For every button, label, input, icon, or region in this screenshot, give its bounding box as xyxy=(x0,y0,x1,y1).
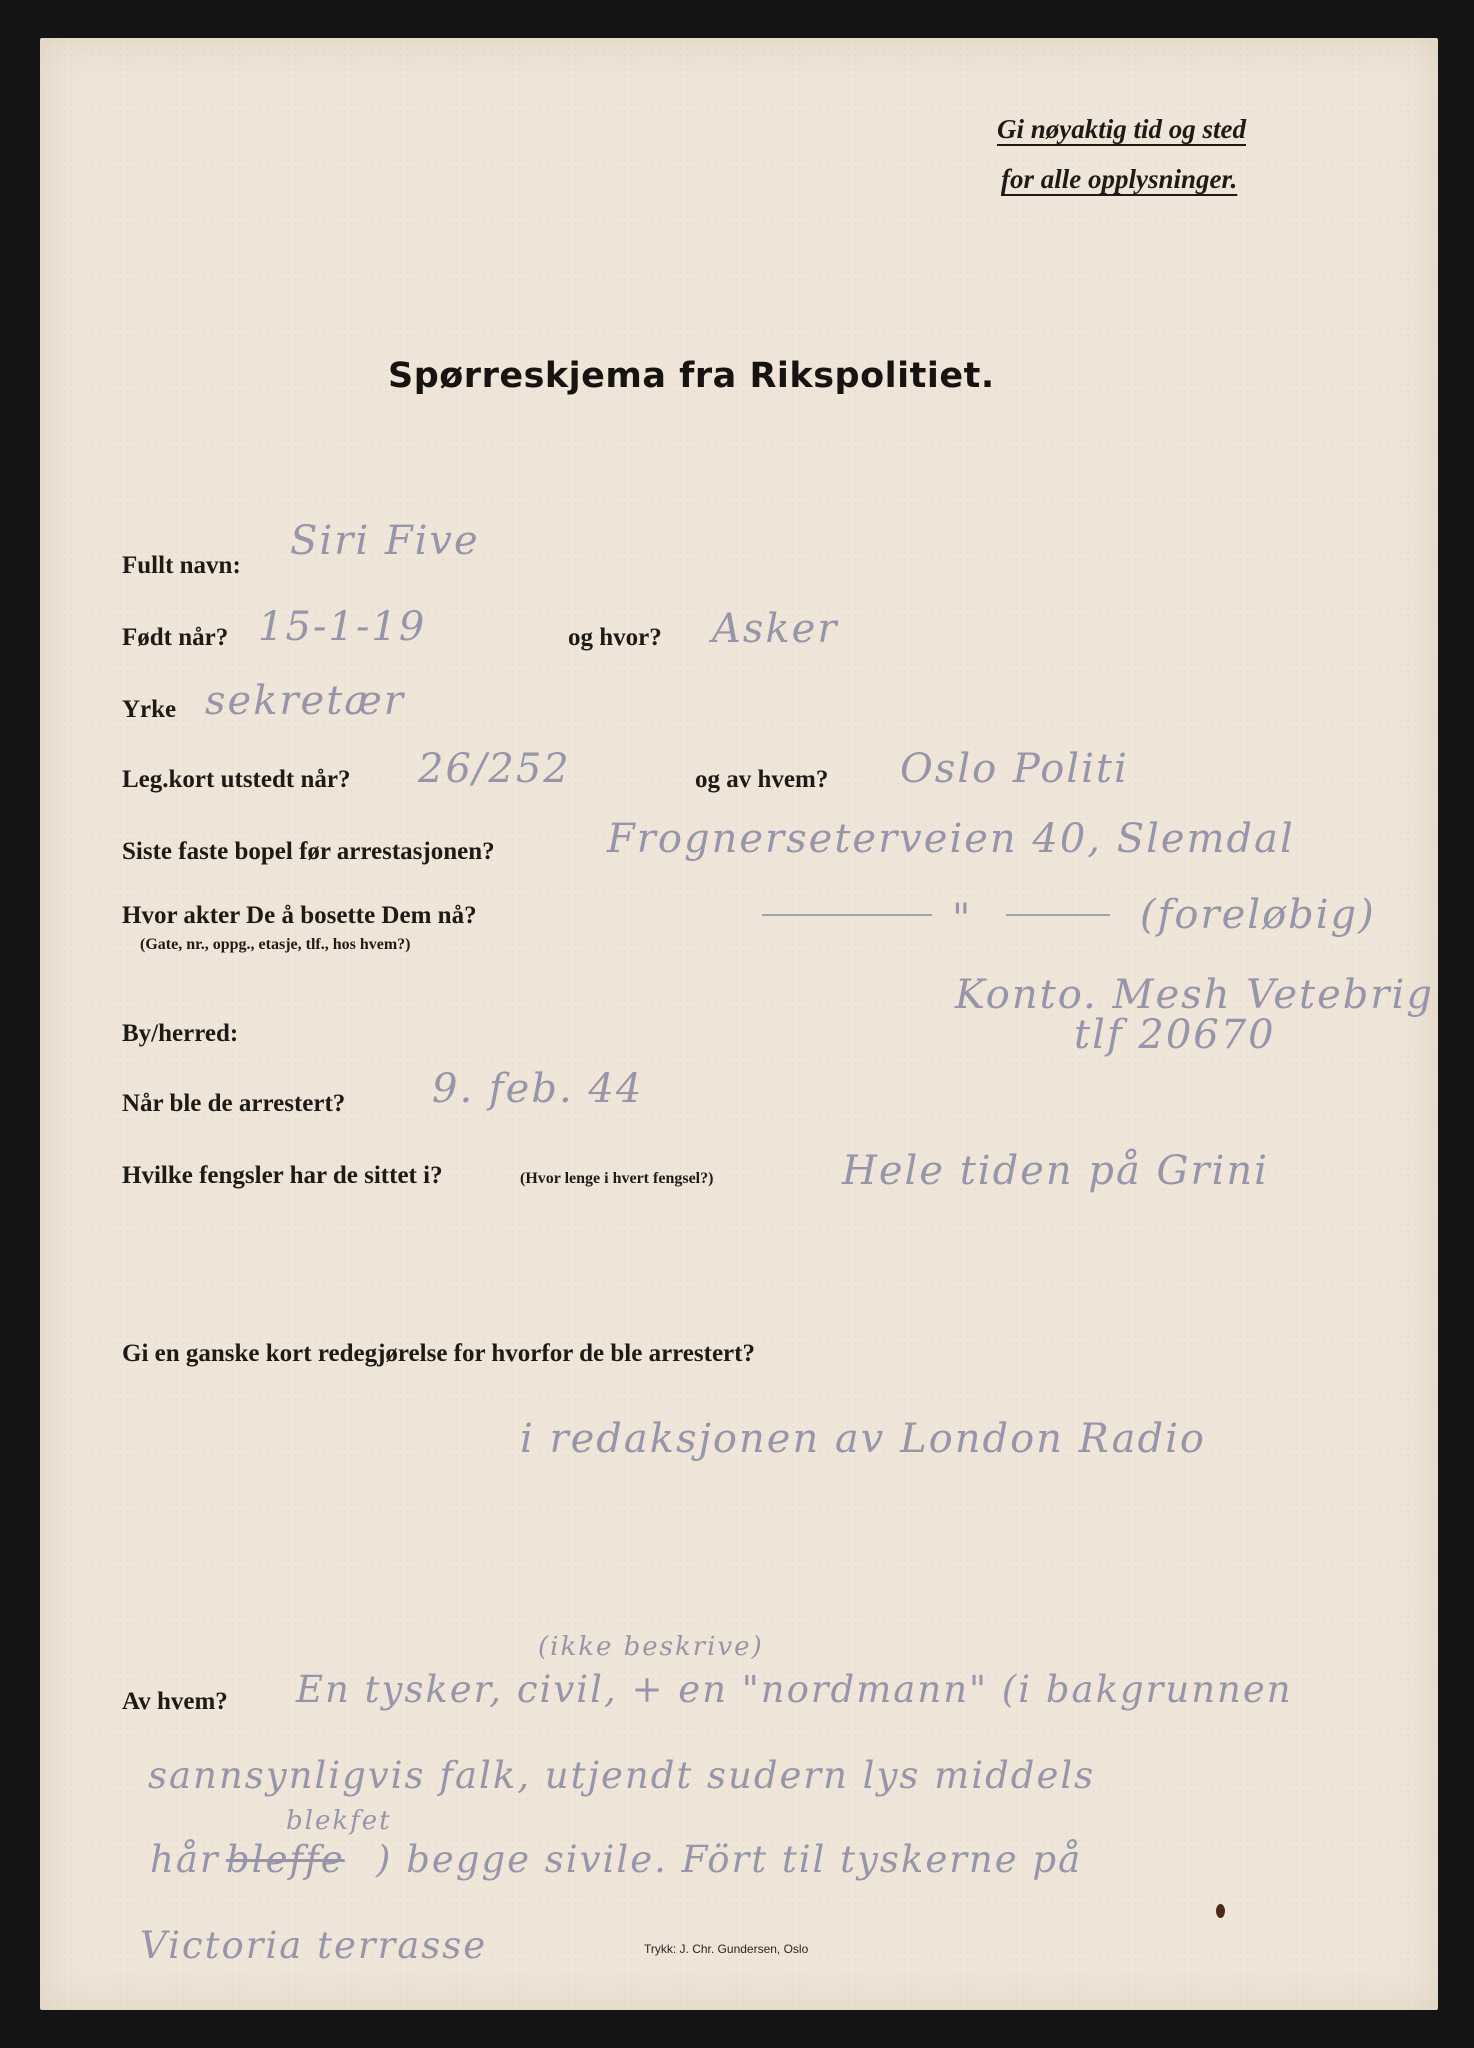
label-by-whom: Av hvem? xyxy=(122,1688,228,1715)
printer-footer: Trykk: J. Chr. Gundersen, Oslo xyxy=(644,1942,809,1956)
answer-prisons: Hele tiden på Grini xyxy=(842,1148,1269,1194)
label-id-card-issued: Leg.kort utstedt når? xyxy=(122,766,351,793)
answer-by-whom-line2: sannsynligvis falk, utjendt sudern lys middels xyxy=(148,1754,1096,1797)
sublabel-prisons: (Hvor lenge i hvert fengsel?) xyxy=(520,1170,714,1187)
answer-settle-ditto: " xyxy=(952,896,973,942)
label-reason: Gi en ganske kort redegjørelse for hvorfor de ble arrestert? xyxy=(122,1340,755,1367)
answer-arrested: 9. feb. 44 xyxy=(432,1066,644,1112)
answer-full-name: Siri Five xyxy=(290,518,480,564)
answer-settle-line2: Konto. Mesh Vetebrig xyxy=(955,972,1434,1018)
label-town: By/herred: xyxy=(122,1020,239,1047)
label-prisons: Hvilke fengsler har de sittet i? xyxy=(122,1162,443,1189)
sublabel-settle: (Gate, nr., oppg., etasje, tlf., hos hvem?) xyxy=(140,936,411,953)
form-title: Spørreskjema fra Rikspolitiet. xyxy=(388,356,995,396)
label-settle: Hvor akter De å bosette Dem nå? xyxy=(122,902,477,929)
answer-by-whom-inserted-word: blekfet xyxy=(286,1806,392,1836)
ink-blot xyxy=(1216,1904,1225,1918)
answer-born-when: 15-1-19 xyxy=(258,604,427,650)
answer-born-where: Asker xyxy=(712,606,839,652)
answer-by-whom-line1: En tysker, civil, + en "nordmann" (i bakgrunnen xyxy=(296,1668,1293,1711)
questionnaire-page xyxy=(40,38,1438,2010)
dash-line-settle-2 xyxy=(1006,914,1110,916)
answer-by-whom-struck-word: bleffe xyxy=(226,1838,345,1881)
answer-reason: i redaksjonen av London Radio xyxy=(520,1416,1207,1462)
label-id-card-by: og av hvem? xyxy=(695,766,829,793)
instruction-note-line1: Gi nøyaktig tid og sted xyxy=(997,114,1246,144)
answer-occupation: sekretær xyxy=(205,678,406,724)
label-last-address: Siste faste bopel før arrestasjonen? xyxy=(122,838,495,865)
answer-by-whom-line4: Victoria terrasse xyxy=(140,1924,488,1967)
label-born-where: og hvor? xyxy=(568,624,662,651)
answer-last-address: Frognerseterveien 40, Slemdal xyxy=(607,816,1295,862)
answer-id-card-by: Oslo Politi xyxy=(900,746,1129,792)
answer-by-whom-line3-start: hår xyxy=(150,1838,220,1881)
label-occupation: Yrke xyxy=(122,696,177,723)
dash-line-settle xyxy=(762,914,932,916)
answer-by-whom-line3-end: ) begge sivile. Fört til tyskerne på xyxy=(376,1838,1083,1881)
answer-settle-line3: tlf 20670 xyxy=(1074,1012,1276,1058)
label-born-when: Født når? xyxy=(122,624,229,651)
label-full-name: Fullt navn: xyxy=(122,552,241,579)
answer-id-card-issued: 26/252 xyxy=(418,746,571,792)
label-arrested: Når ble de arrestert? xyxy=(122,1090,346,1117)
answer-settle-temporary: (foreløbig) xyxy=(1140,892,1376,938)
answer-by-whom-note: (ikke beskrive) xyxy=(538,1632,764,1662)
instruction-note-line2: for alle opplysninger. xyxy=(1001,164,1238,194)
